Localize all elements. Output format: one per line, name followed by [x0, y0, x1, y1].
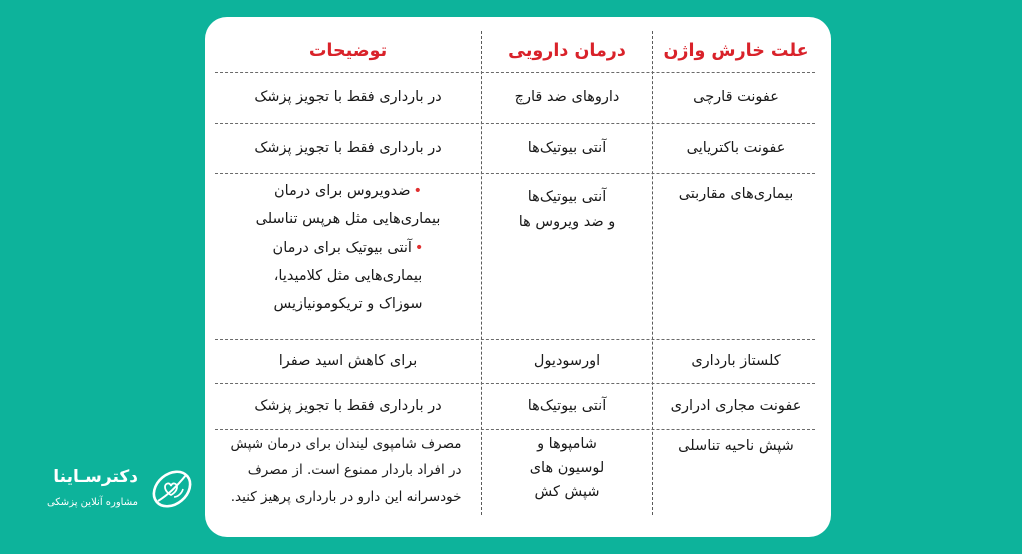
- header-treatment: درمان دارویی: [508, 41, 626, 61]
- row6-treatment: [482, 433, 652, 525]
- row6-note-line: مصرف شامپوی لیندان برای درمان شپش: [230, 436, 462, 452]
- row-divider: [215, 429, 815, 430]
- row6-treatment-line: لوسیون های: [529, 459, 605, 476]
- row1-notes: در بارداری فقط با تجویز پزشک: [254, 89, 442, 106]
- row1-cause: عفونت قارچی: [693, 89, 779, 106]
- header-notes: توضیحات: [308, 41, 388, 61]
- row-divider: [215, 173, 815, 174]
- row6-cause: شپش ناحیه تناسلی: [678, 438, 794, 454]
- leaf-heart-icon: [148, 465, 196, 513]
- row2-notes: در بارداری فقط با تجویز پزشک: [254, 139, 442, 156]
- row1-treatment: داروهای ضد قارچ: [514, 89, 620, 106]
- row3-note-bullet-line: • ضدویروس برای درمان: [274, 177, 422, 205]
- brand-name: دکترسـاینا: [53, 467, 138, 487]
- row2-treatment: آنتی بیوتیک‌ها: [527, 139, 607, 156]
- row6-note-line: خودسرانه این دارو در بارداری پرهیز کنید.: [230, 488, 462, 505]
- row5-cause: عفونت مجاری ادراری: [670, 397, 802, 414]
- header-cause: علت خارش واژن: [663, 41, 809, 61]
- row3-cause: بیماری‌های مقاربتی: [678, 186, 794, 202]
- row4-cause: کلستاز بارداری: [691, 352, 781, 369]
- brand-tagline: مشاوره آنلاین پزشکی: [46, 497, 138, 508]
- row3-note-line: بیماری‌هایی مثل هرپس تناسلی: [255, 211, 441, 228]
- row6-notes: [209, 431, 483, 527]
- row6-treatment-line: شپش کش: [534, 483, 600, 500]
- treatment-table: [205, 17, 831, 537]
- row5-treatment: آنتی بیوتیک‌ها: [527, 397, 607, 414]
- table-card: [205, 17, 831, 537]
- row3-note-line: سوزاک و تریکومونیازیس: [273, 296, 423, 313]
- row4-notes: برای کاهش اسید صفرا: [278, 352, 418, 369]
- row6-treatment-line: شامپوها و: [537, 436, 597, 452]
- row3-treatment: [482, 185, 652, 335]
- row3-note-line: بیماری‌هایی مثل کلامیدیا،: [273, 267, 423, 284]
- row3-notes: [215, 177, 481, 337]
- row6-note-line: در افراد باردار ممنوع است. از مصرف: [247, 462, 462, 479]
- row4-treatment: اورسودیول: [533, 352, 601, 369]
- row3-treatment-line: و ضد ویروس ها: [518, 214, 616, 231]
- row3-note-bullet-line: • آنتی بیوتیک برای درمان: [273, 234, 424, 262]
- brand-logo[interactable]: [30, 463, 190, 523]
- row2-cause: عفونت باکتریایی: [686, 139, 786, 156]
- row5-notes: در بارداری فقط با تجویز پزشک: [254, 397, 442, 414]
- row3-treatment-line: آنتی بیوتیک‌ها: [527, 189, 607, 205]
